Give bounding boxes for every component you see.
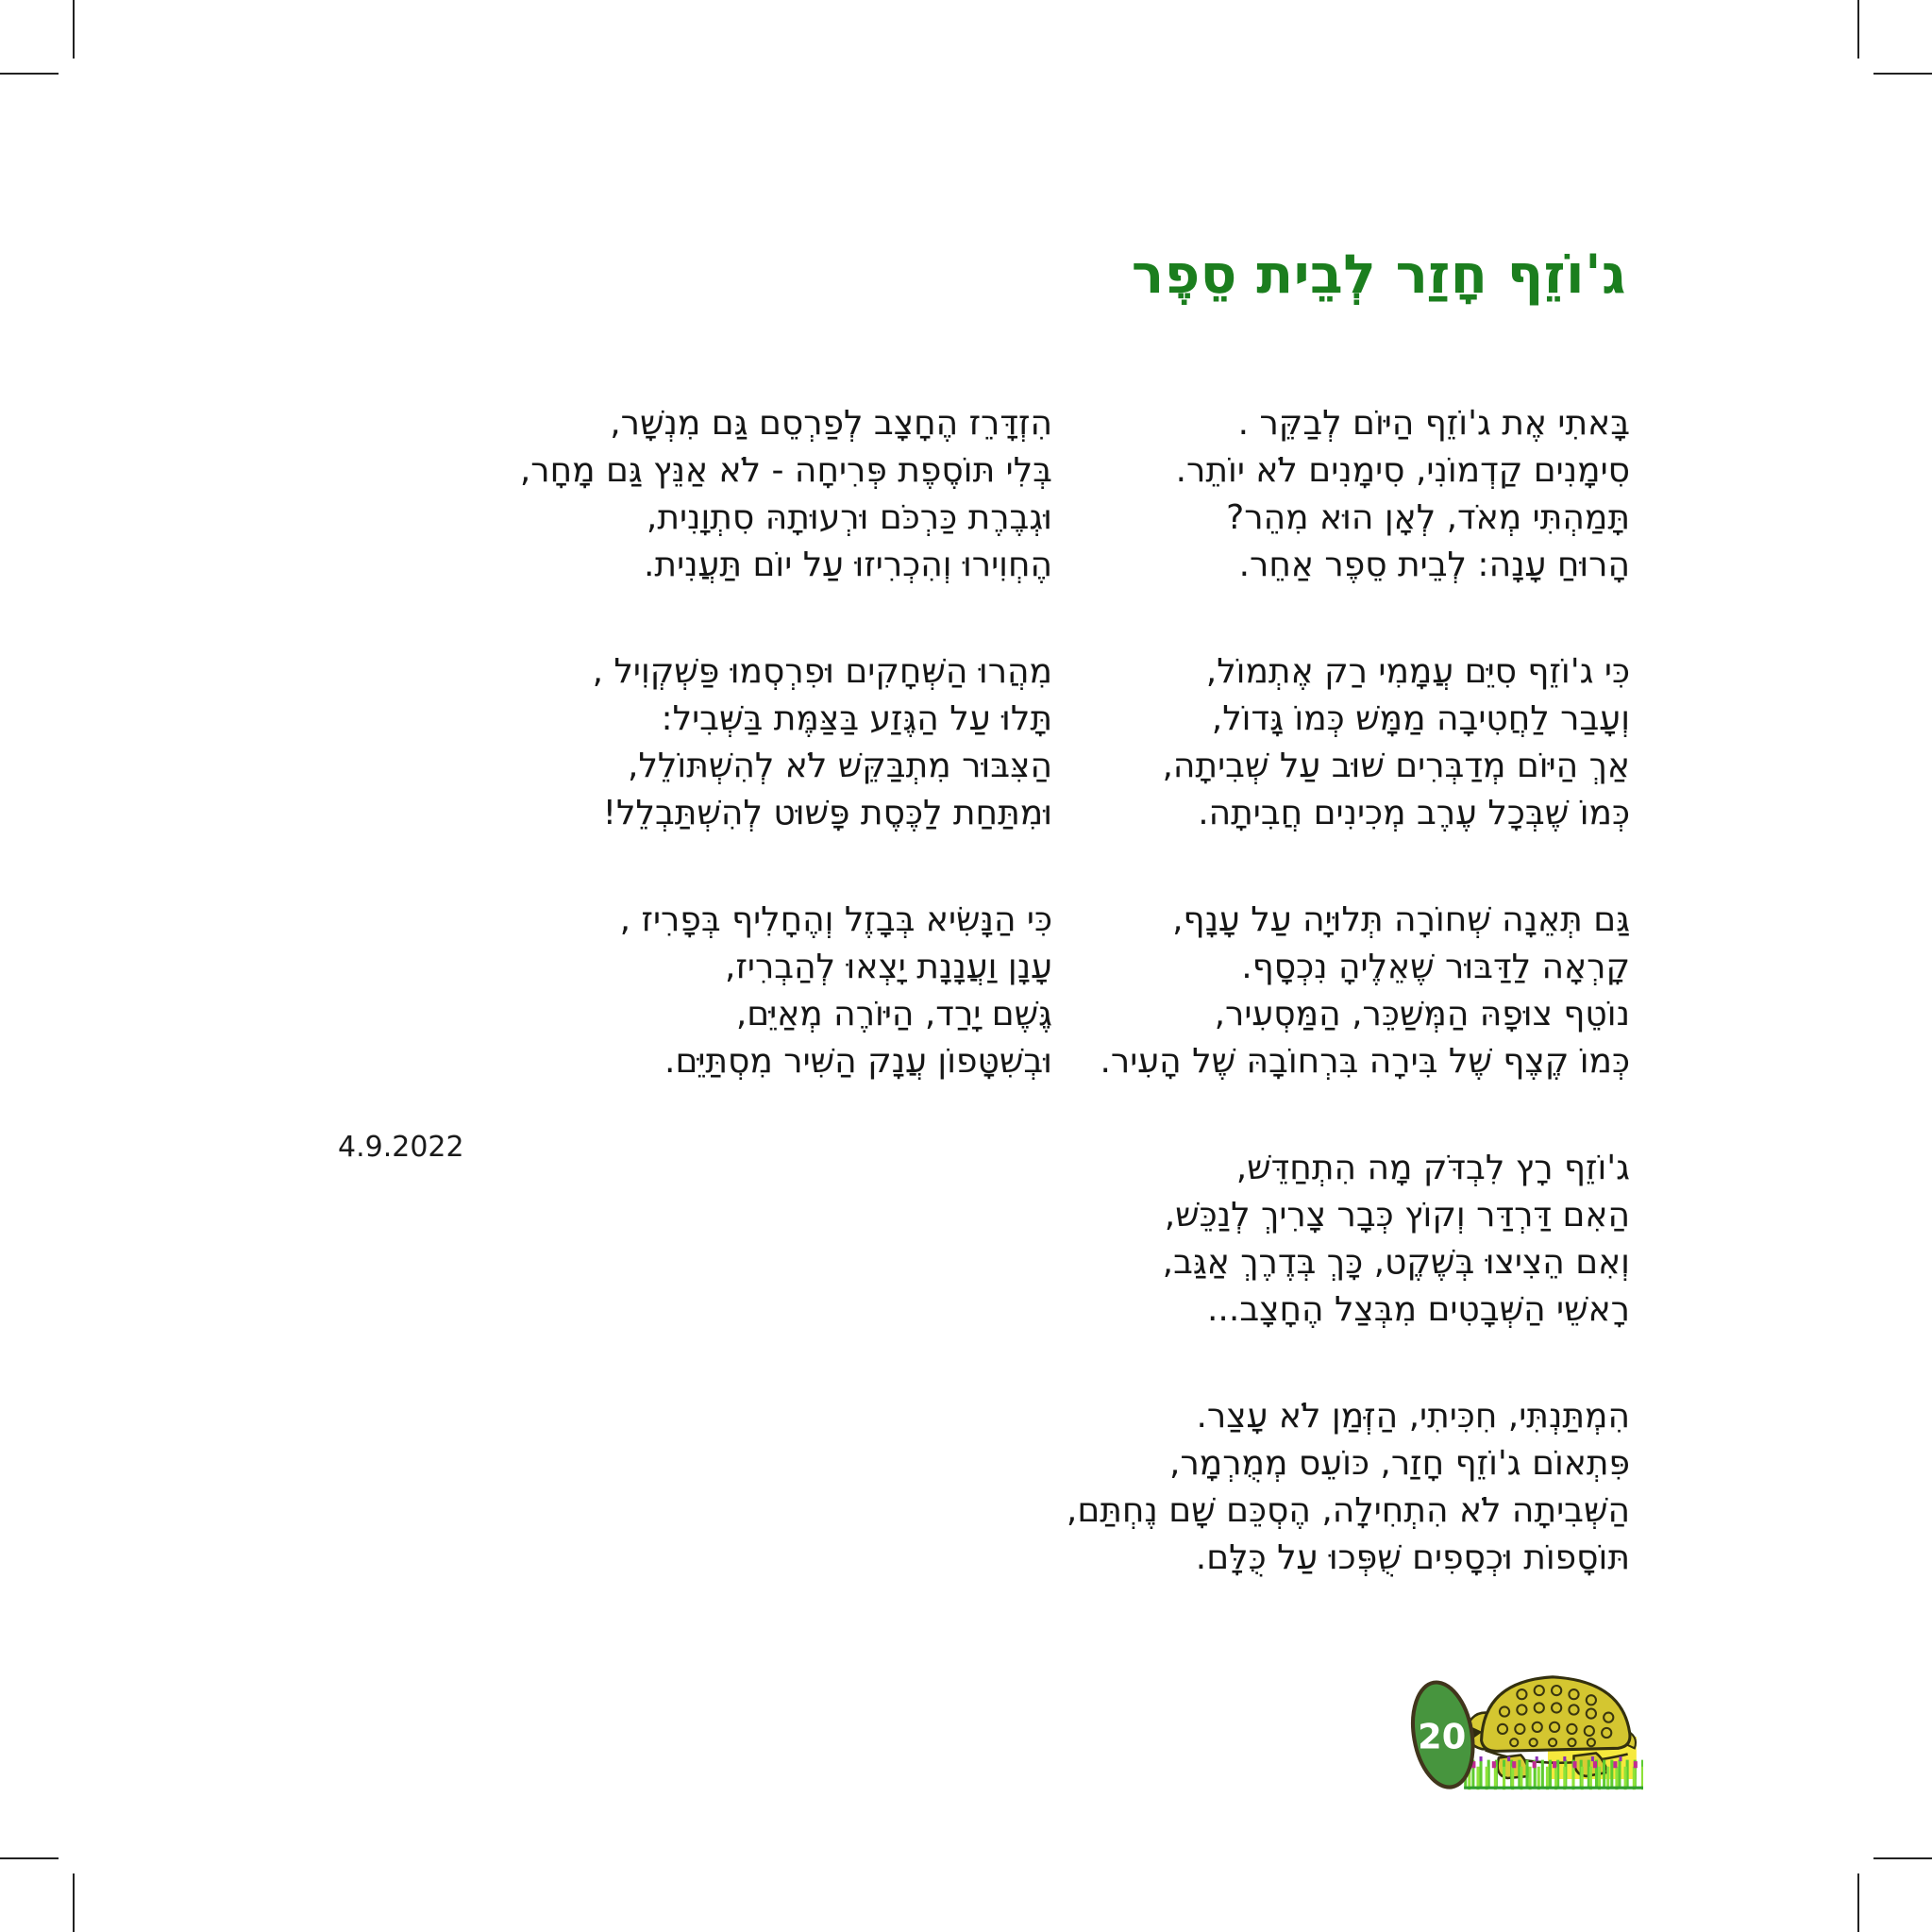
poem-date: 4.9.2022 <box>338 1131 464 1164</box>
poem-line: נוֹטֵף צוּפָהּ הַמְּשַׁכֵּר, הַמַּסְעִיר, <box>1214 995 1630 1033</box>
poem-stanza <box>350 897 1052 1085</box>
poem-line: הָרוּחַ עָנָה: לְבֵית סֵפֶר אַחֵר. <box>1238 546 1630 584</box>
crop-mark <box>73 1873 75 1932</box>
poem-line: רָאשֵׁי הַשְּׁבָטִים מִבְּצַל הֶחָצָב... <box>1206 1290 1630 1329</box>
poem-line: אַךְ הַיּוֹם מְדַבְּרִים שׁוּב עַל שְׁבִיתָה, <box>1162 747 1630 785</box>
poem-line: כְּמוֹ שֶׁבְּכָל עֶרֶב מְכִינִים חֲבִיתָה. <box>1198 794 1630 832</box>
poem-line: ג'וֹזֵף רָץ לִבְדֹּק מָה הִתְחַדֵּשׁ, <box>1235 1149 1630 1187</box>
poem-column-2 <box>350 400 1052 1145</box>
poem-line: גַּם תְּאֵנָה שְׁחוֹרָה תְּלוּיָה עַל עָנָף, <box>1172 900 1630 939</box>
poem-line: תָּמַהְתִּי מְאֹד, לְאָן הוּא מִהֵר? <box>1226 498 1630 537</box>
crop-mark <box>1857 0 1859 59</box>
poem-line: וּבְשִׁטָּפוֹן עֲנָק הַשִּׁיר מִסְתַּיֵּם. <box>664 1042 1052 1081</box>
poem-stanza <box>1101 1145 1630 1334</box>
poem-stanza <box>1066 1393 1630 1582</box>
crop-mark <box>1873 1857 1932 1859</box>
poem-line: בְּלִי תּוֹסֶפֶת פְּרִיחָה - לֹא אַנֵּץ גַּם מָחָר, <box>519 451 1052 490</box>
poem-line: וְעָבַר לַחֲטִיבָה מַמָּשׁ כְּמוֹ גָּדוֹל, <box>1211 699 1630 738</box>
poem-line: סִימָנִים קַדְמוֹנִי, סִימָנִים לֹא יוֹתֵר. <box>1175 451 1630 490</box>
poem-line: הַשְּׁבִיתָה לֹא הִתְחִילָה, הֶסְכֵּם שָׁם נֶחְתַּם, <box>1066 1491 1630 1530</box>
poem-stanza <box>1101 648 1630 837</box>
page-number: 20 <box>1418 1716 1467 1757</box>
poem-line: הַצִּבּוּר מִתְבַּקֵּשׁ לֹא לְהִשְׁתּוֹלֵל, <box>628 747 1052 785</box>
poem-stanza <box>350 400 1052 589</box>
poem-line: וְאִם הֵצִיצוּ בְּשֶׁקֶט, כָּךְ בְּדֶרֶךְ אַגַּב, <box>1162 1243 1630 1282</box>
poem-line: הִזְדָּרֵז הֶחָצָב לְפַרְסֵם גַּם מִנְשָׁר, <box>610 404 1052 443</box>
crop-mark <box>73 0 75 59</box>
poem-line: הַאִם דַּרְדַּר וְקוֹץ כְּבָר צָרִיךְ לְנַכֵּשׁ, <box>1164 1196 1630 1235</box>
crop-mark <box>1873 73 1932 75</box>
poem-line: כְּמוֹ קֶצֶף שֶׁל בִּירָה בִּרְחוֹבָהּ שֶׁל הָעִיר. <box>1100 1042 1630 1081</box>
poem-stanza <box>1101 400 1630 589</box>
poem-line: מִהֲרוּ הַשְּׁחָקִים וּפִרְסְמוּ פַּשְׁקְוִיל , <box>592 652 1052 691</box>
poem-line: תָּלוּ עַל הַגֶּזַע בַּצַּמֶּת בַּשְּׁבִיל: <box>661 699 1052 738</box>
poem-line: כִּי הַנָּשִׂיא בְּבָזֶל וְהֶחָלִיף בְּפָרִיז , <box>619 900 1052 939</box>
poem-line: קָרְאָה לַדַּבּוּר שֶׁאֵלֶיהָ נִכְסָף. <box>1241 948 1630 986</box>
poem-line: וּגְבֶרֶת כַּרְכֹּם וּרְעוּתָהּ סִתְוָנִית, <box>646 498 1052 537</box>
crop-mark <box>0 1857 59 1859</box>
poem-stanza <box>1101 897 1630 1085</box>
poem-line: וּמִתַּחַת לַכֶּסֶת פָּשׁוּט לְהִשְׁתַּבְלֵל! <box>602 794 1052 832</box>
poem-line: עָנָן וַעֲנָנָת יָצְאוּ לְהַבְרִיז, <box>725 948 1052 986</box>
poem-column-1 <box>1066 400 1630 1641</box>
poem-title: ג'וֹזֵף חָזַר לְבֵית סֵפֶר <box>1131 244 1626 306</box>
poem-line: הֶחְוִירוּ וְהִכְרִיזוּ עַל יוֹם תַּעֲנִית. <box>643 546 1052 584</box>
poem-line: פִּתְאוֹם ג'וֹזֵף חָזַר, כּוֹעֵס מְמֻרְמָר, <box>1169 1444 1630 1483</box>
poem-line: בָּאתִי אֶת ג'וֹזֵף הַיּוֹם לְבַקֵּר . <box>1237 404 1630 443</box>
turtle-illustration <box>1408 1671 1644 1795</box>
poem-line: כִּי ג'וֹזֵף סִיֵּם עֲמָמִי רַק אֶתְמוֹל, <box>1205 652 1630 691</box>
poem-stanza <box>350 648 1052 837</box>
poem-line: הִמְתַּנְתִּי, חִכִּיתִי, הַזְּמַן לֹא עָצַר. <box>1196 1397 1630 1436</box>
poem-line: גֶּשֶׁם יָרַד, הַיּוֹרֶה מְאַיֵּם, <box>735 995 1052 1033</box>
crop-mark <box>0 73 59 75</box>
poem-line: תּוֹסָפוֹת וּכְסָפִים שֻׁפְּכוּ עַל כֻּלָּם. <box>1195 1538 1630 1577</box>
crop-mark <box>1857 1873 1859 1932</box>
